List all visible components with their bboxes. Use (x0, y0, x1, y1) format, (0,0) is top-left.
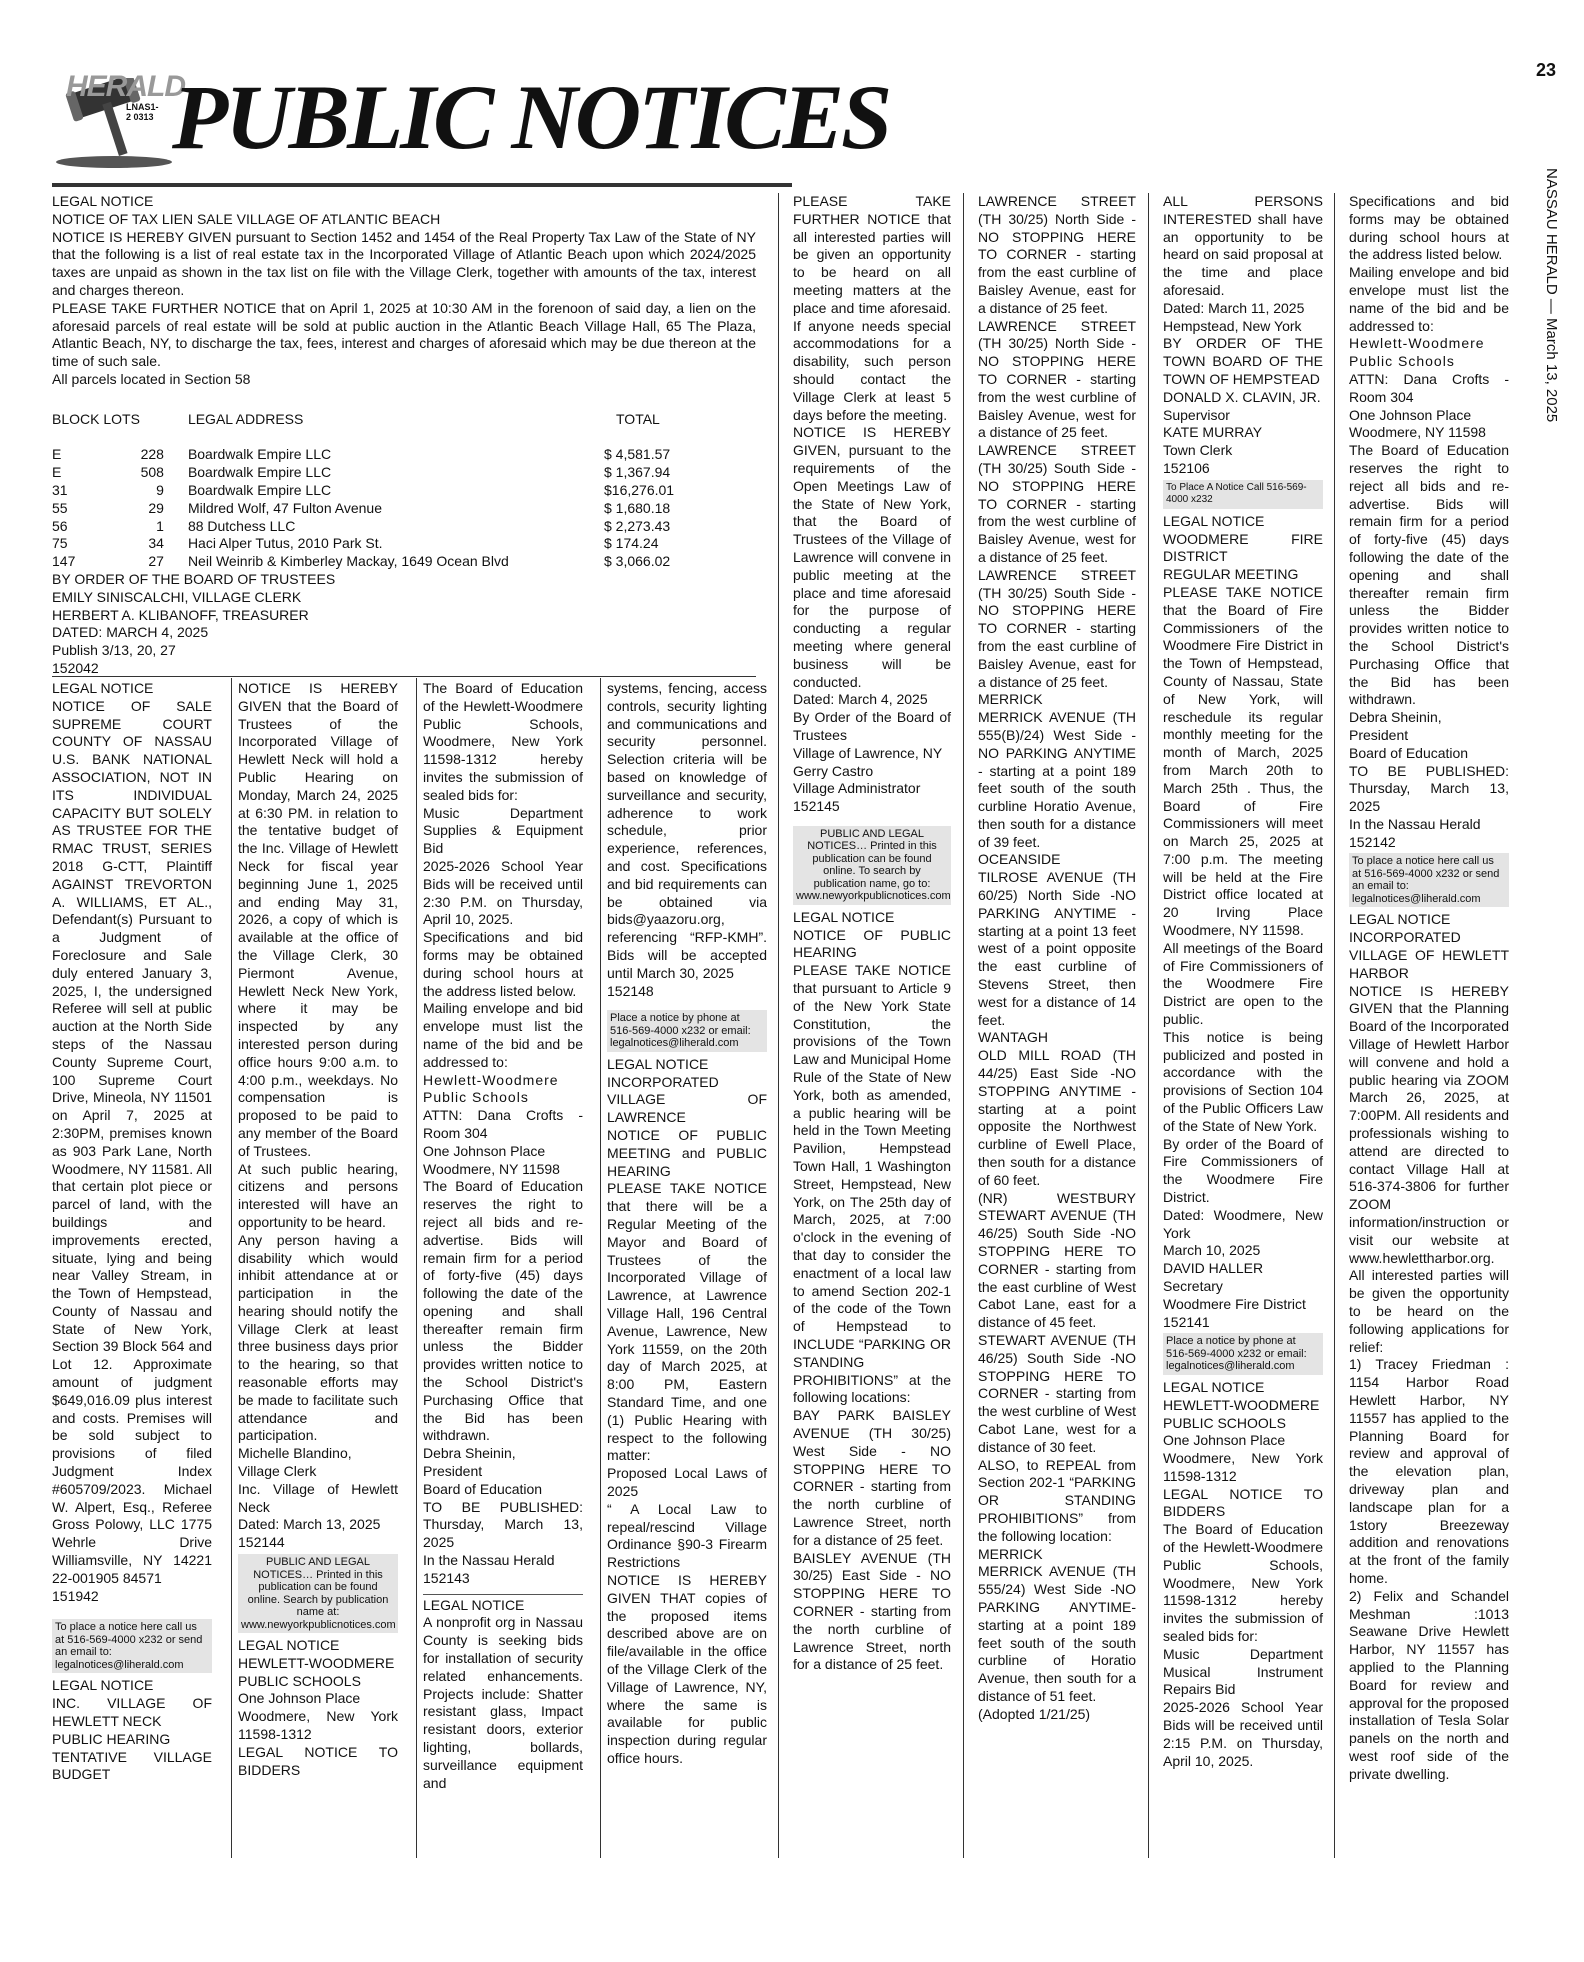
total-cell: $ 1,680.18 (604, 499, 671, 516)
signature-line: In the Nassau Herald (423, 1552, 555, 1569)
tax-lien-notice (52, 193, 756, 678)
notice-id: 152141 (1163, 1313, 1210, 1330)
tax-table (52, 411, 756, 571)
notice-id: 152106 (1163, 459, 1210, 476)
signature-line: Debra Sheinin, (1349, 709, 1442, 726)
notice-id: 152042 (52, 659, 99, 676)
notice-body: NOTICE IS HEREBY GIVEN THAT copies of the proposed items described above are on file/available in the office of the Village Clerk of the Village of Lawrence, NY, where the same is available for public inspection during regular office hours. (607, 1571, 767, 1766)
place-notice-box: To place a notice here call us at 516-569-4000 x232 or send an email to: legalnotices@liherald.com (52, 1619, 212, 1673)
notice-heading: HEWLETT-WOODMERE PUBLIC SCHOOLS (1163, 1396, 1320, 1431)
notice-heading: LEGAL NOTICE (238, 1637, 340, 1654)
lot-cell: 1 (156, 517, 164, 534)
notice-body: Mailing envelope and bid envelope must list the name of the bid and be addressed to: (423, 1000, 583, 1070)
notice-heading: One Johnson Place (238, 1690, 361, 1707)
notice-body: All meetings of the Board of Fire Commissioners of the Woodmere Fire District are open to the public. (1163, 939, 1323, 1028)
notice-heading: Woodmere, New York 11598-1312 (1163, 1450, 1323, 1484)
signature-line: Village Administrator (793, 780, 921, 797)
notice-heading: One Johnson Place (1163, 1432, 1286, 1449)
table-header-row (52, 411, 756, 429)
column-header: LEGAL ADDRESS (187, 410, 304, 427)
notice-footer-line: EMILY SINISCALCHI, VILLAGE CLERK (52, 588, 302, 605)
notice-heading: LEGAL NOTICE (1163, 512, 1265, 529)
notice-heading: INCORPORATED VILLAGE OF LAWRENCE (607, 1073, 767, 1126)
signature-line: Gerry Castro (793, 762, 874, 779)
location-item: (NR) WESTBURY STEWART AVENUE (TH 46/25) South Side -NO STOPPING HERE TO CORNER - starting from the east curbline of West Cabot Lane, east for a distance of 45 feet. (978, 1189, 1136, 1331)
location-item: LAWRENCE STREET (TH 30/25) South Side -NO STOPPING HERE TO CORNER - starting from the east curbline of Baisley Avenue, east for a distance of 25 feet. (978, 566, 1136, 690)
signature-line: President (423, 1463, 483, 1480)
column-divider (600, 678, 601, 1858)
notice-heading: NOTICE OF PUBLIC HEARING (793, 926, 951, 961)
notice-heading: LEGAL NOTICE (52, 193, 154, 209)
side-label: NASSAU HERALD — March 13, 2025 (1543, 168, 1560, 423)
notice-heading: Woodmere, New York 11598-1312 (238, 1708, 398, 1743)
notice-body: Music Department Supplies & Equipment Bid (423, 804, 583, 857)
notice-body: BAISLEY AVENUE (TH 30/25) East Side - NO STOPPING HERE TO CORNER - starting from the north curbline of Lawrence Street, north for a distance of 25 feet. (793, 1549, 951, 1673)
lot-cell: 27 (148, 553, 164, 570)
total-cell: $16,276.01 (604, 481, 675, 498)
location-heading: MERRICK (978, 1545, 1043, 1562)
location-heading: OCEANSIDE (978, 851, 1061, 868)
address-cell: Boardwalk Empire LLC (187, 446, 332, 463)
block-cell: 147 (52, 553, 76, 570)
notice-body: 2) Felix and Schandel Meshman :1013 Seawane Drive Hewlett Harbor, NY 11557 has applied to the Planning Board for review and approval for the proposed installation of Tesla Solar panels on the north and west roof side of the private dwelling. (1349, 1587, 1509, 1782)
notice-body: The Board of Education reserves the right to reject all bids and re-advertise. Bids will remain firm for a period of forty-five (45) days following the date of the opening and shall thereafter remain firm unless the Bidder provides written notice to the School District's Purchasing Office that the Bid has been withdrawn. (1349, 442, 1509, 708)
signature-line: Inc. Village of Hewlett Neck (238, 1480, 398, 1515)
place-notice-box: To Place A Notice Call 516-569-4000 x232 (1163, 480, 1323, 509)
location-item: LAWRENCE STREET (TH 30/25) North Side -NO STOPPING HERE TO CORNER - starting from the east curbline of Baisley Avenue, east for a distance of 25 feet. (978, 193, 1136, 316)
notice-heading: HEWLETT-WOODMERE PUBLIC SCHOOLS (238, 1654, 395, 1689)
place-notice-box: Place a notice by phone at 516-569-4000 x232 or email: legalnotices@liherald.com (1163, 1333, 1323, 1375)
table-row (52, 446, 756, 464)
block-cell: 75 (52, 535, 68, 552)
block-cell: 55 (52, 499, 68, 516)
column-divider (52, 676, 756, 677)
notice-heading: LEGAL NOTICE TO BIDDERS (1163, 1485, 1323, 1520)
address-line: One Johnson Place (423, 1142, 546, 1159)
signature-line: BY ORDER OF THE TOWN BOARD OF THE TOWN OF HEMPSTEAD (1163, 335, 1323, 387)
place-notice-box: Place a notice by phone at 516-569-4000 x232 or email: legalnotices@liherald.com (607, 1010, 767, 1052)
address-cell: Boardwalk Empire LLC (187, 464, 332, 481)
notice-body: By order of the Board of Fire Commissioners of the Woodmere Fire District. (1163, 1135, 1323, 1206)
signature-line: Board of Education (423, 1480, 543, 1497)
notice-subheading: NOTICE OF TAX LIEN SALE VILLAGE OF ATLANTIC BEACH (52, 210, 441, 227)
page-title: PUBLIC NOTICES (172, 66, 890, 168)
signature-line: By Order of the Board of Trustees (793, 709, 951, 743)
notice-paragraph: All parcels located in Section 58 (52, 370, 251, 387)
notice-heading: LEGAL NOTICE (52, 680, 154, 696)
notice-heading: LEGAL NOTICE (607, 1055, 709, 1072)
notice-footer-line: DATED: MARCH 4, 2025 (52, 624, 209, 641)
signature-line: DAVID HALLER (1163, 1260, 1264, 1277)
notice-body: PLEASE TAKE FURTHER NOTICE that all interested parties will be given an opportunity to be heard on all meeting matters at the place and time aforesaid. If anyone needs special accommodations for a disability, such person should contact the Village Clerk at least 5 days before the meeting. (793, 193, 951, 423)
table-row (52, 464, 756, 482)
table-row (52, 535, 756, 553)
notice-body: Proposed Local Laws of 2025 (607, 1465, 767, 1499)
signature-line: President (1349, 726, 1409, 743)
column-8 (1349, 193, 1509, 1784)
notice-body: Specifications and bid forms may be obtained during school hours at the address listed below. (1349, 193, 1509, 263)
signature-line: Hempstead, New York (1163, 317, 1302, 334)
signature-line: Town Clerk (1163, 442, 1233, 459)
herald-logo: HERALD (66, 70, 185, 103)
address-cell: Neil Weinrib & Kimberley Mackay, 1649 Ocean Blvd (187, 553, 509, 570)
location-item: LAWRENCE STREET (TH 30/25) South Side -NO STOPPING HERE TO CORNER - starting from the west curbline of Baisley Avenue, west for a distance of 25 feet. (978, 442, 1136, 565)
notice-heading: TENTATIVE VILLAGE BUDGET (52, 1748, 212, 1783)
notice-body: The Board of Education reserves the right to reject all bids and re-advertise. Bids will remain firm for a period of forty-five (45) days following the date of the opening and shall thereafter remain firm unless the Bidder provides written notice to the School District's Purchasing Office that the Bid has been withdrawn. (423, 1178, 583, 1444)
location-heading: MERRICK (978, 691, 1043, 708)
signature-line: Dated: March 4, 2025 (793, 691, 928, 708)
notice-body: Any person having a disability which would inhibit attendance at or participation in the hearing should notify the Village Clerk at least three business days prior to the hearing, so that reasonable efforts may be made to facilitate such attendance and participation. (238, 1231, 398, 1444)
address-line: One Johnson Place (1349, 406, 1472, 423)
notice-heading: REGULAR MEETING (1163, 566, 1299, 583)
notice-body: NOTICE OF SALE SUPREME COURT COUNTY OF NASSAU U.S. BANK NATIONAL ASSOCIATION, NOT IN ITS INDIVIDUAL CAPACITY BUT SOLELY AS TRUSTEE FOR THE RMAC TRUST, SERIES 2018 G-CTT, Plaintiff AGAINST TREVORTON A. WILLIAMS, ET AL., Defendant(s) Pursuant to a Judgment of Foreclosure and Sale duly entered January 3, 2025, I, the undersigned Referee will sell at public auction at the North Side steps of the Nassau County Supreme Court, 100 Supreme Court Drive, Mineola, NY 11501 on April 7, 2025 at 2:30PM, premises known as 903 Park Lane, North Woodmere, NY 11581. All that certain plot piece or parcel of land, with the buildings and improvements erected, situate, lying and being near Valley Stream, in the Town of Hempstead, County of Nassau and State of New York, Section 39 Block 564 and Lot 12. Approximate amount of judgment $649,016.09 plus interest and costs. Premises will be sold subject to provisions of filed Judgment Index #605709/2023. Michael W. Alpert, Esq., Referee Gross Polowy, LLC 1775 Wehrle Drive Williamsville, NY 14221 22-001905 84571 (52, 697, 212, 1586)
table-row (52, 482, 756, 500)
location-item: OLD MILL ROAD (TH 44/25) East Side -NO STOPPING ANYTIME - starting at a point opposite the Northwest curbline of Ewell Place, then south for a distance of 60 feet. (978, 1047, 1136, 1188)
notice-footer-line: HERBERT A. KLIBANOFF, TREASURER (52, 606, 309, 623)
column-4 (607, 680, 767, 1768)
lot-cell: 9 (156, 481, 164, 498)
lot-cell: 34 (148, 535, 164, 552)
location-heading: WANTAGH (978, 1029, 1048, 1046)
notice-heading: PUBLIC HEARING (52, 1730, 171, 1747)
notice-id: 152142 (1349, 833, 1396, 850)
block-cell: 56 (52, 517, 68, 534)
column-3 (423, 680, 583, 1792)
lot-cell: 29 (148, 499, 164, 516)
notice-heading: INC. VILLAGE OF HEWLETT NECK (52, 1695, 212, 1730)
notice-footer-line: BY ORDER OF THE BOARD OF TRUSTEES (52, 570, 336, 587)
notice-body: The Board of Education of the Hewlett-Woodmere Public Schools, Woodmere, New York 11598-1312 hereby invites the submission of sealed bids for: (1163, 1521, 1323, 1645)
online-notices-box: PUBLIC AND LEGAL NOTICES… Printed in this publication can be found online. To search by publication name, go to: www.newyorkpublicnotices.com (793, 826, 951, 905)
notice-id: 152145 (793, 798, 840, 815)
notice-body: NOTICE IS HEREBY GIVEN, pursuant to the requirements of the Open Meetings Law of the State of New York, that the Board of Trustees of the Village of Lawrence will convene in public meeting at the place and time aforesaid for the purpose of conducting a regular meeting where general business will be conducted. (793, 424, 951, 690)
notice-body: NOTICE IS HEREBY GIVEN that the Board of Trustees of the Incorporated Village of Hewlett Neck will hold a Public Hearing on Monday, March 24, 2025 at 6:30 PM. in relation to the tentative budget of the Inc. Village of Hewlett Neck for fiscal year beginning June 1, 2025 and ending May 31, 2026, a copy of which is available at the office of the Village Clerk, 30 Piermont Avenue, Hewlett Neck New York, where it may be inspected by any interested person during office hours 9:00 a.m. to 4:00 p.m., weekdays. No compensation is proposed to be paid to any member of the Board of Trustees. (238, 680, 398, 1159)
notice-body: PLEASE TAKE NOTICE that there will be a Regular Meeting of the Mayor and Board of Trustees of the Incorporated Village of Lawrence, at Lawrence Village Hall, 196 Central Avenue, Lawrence, New York 11559, on the 20th day of March 2025, at 8:00 PM, Eastern Standard Time, and one (1) Public Hearing with respect to the following matter: (607, 1180, 767, 1464)
signature-line: TO BE PUBLISHED: Thursday, March 13, 2025 (1349, 762, 1509, 815)
address-cell: Mildred Wolf, 47 Fulton Avenue (187, 499, 382, 516)
column-divider (1334, 193, 1335, 1858)
online-notices-box: PUBLIC AND LEGAL NOTICES… Printed in this publication can be found online. Search by publication name at: www.newyorkpublicnotices.com (238, 1554, 398, 1633)
notice-id: 151942 (52, 1587, 99, 1604)
notice-body: ALL PERSONS INTERESTED shall have an opportunity to be heard on said proposal at the time and place aforesaid. (1163, 193, 1323, 298)
table-row (52, 518, 756, 536)
column-divider (778, 193, 779, 1858)
address-line: ATTN: Dana Crofts - Room 304 (1349, 370, 1509, 405)
location-item: STEWART AVENUE (TH 46/25) South Side -NO STOPPING HERE TO CORNER - starting from the west curbline of West Cabot Lane, west for a distance of 30 feet. (978, 1332, 1136, 1455)
notice-body: BAY PARK BAISLEY AVENUE (TH 30/25) West Side - NO STOPPING HERE TO CORNER - starting from the north curbline of Lawrence Street, north for a distance of 25 feet. (793, 1407, 951, 1548)
lnas-code: LNAS1-2 0313 (126, 102, 159, 122)
notice-divider (423, 1594, 583, 1595)
column-2 (238, 680, 398, 1779)
signature-line: In the Nassau Herald (1349, 815, 1481, 832)
signature-line: KATE MURRAY (1163, 424, 1263, 441)
notice-heading: LEGAL NOTICE (793, 908, 895, 925)
signature-line: Dated: March 13, 2025 (238, 1516, 381, 1533)
column-header: LOTS (103, 410, 140, 427)
notice-heading: LEGAL NOTICE (52, 1677, 154, 1694)
masthead-rule (52, 183, 792, 187)
notice-body: 1) Tracey Friedman : 1154 Harbor Road Hewlett Harbor, NY 11557 has applied to the Planning Board for review and approval of the elevation plan, driveway plan and landscape plan for a 1story Breezeway addition and renovations at the front of the family home. (1349, 1356, 1509, 1586)
notice-heading: LEGAL NOTICE (1163, 1378, 1265, 1395)
total-cell: $ 1,367.94 (604, 464, 671, 481)
column-5 (793, 193, 951, 1674)
notice-body: The Board of Education of the Hewlett-Woodmere Public Schools, Woodmere, New York 11598-1312 hereby invites the submission of sealed bids for: (423, 680, 583, 803)
signature-line: Supervisor (1163, 406, 1230, 423)
notice-body: Music Department Musical Instrument Repairs Bid (1163, 1645, 1323, 1698)
block-cell: E (52, 464, 62, 481)
page-number: 23 (1536, 60, 1557, 80)
column-divider (231, 678, 232, 1858)
signature-line: TO BE PUBLISHED: Thursday, March 13, 2025 (423, 1498, 583, 1551)
signature-line: Board of Education (1349, 744, 1469, 761)
address-line: Woodmere, NY 11598 (423, 1160, 560, 1177)
notice-body: NOTICE IS HEREBY GIVEN that the Planning Board of the Incorporated Village of Hewlett Harbor will convene and hold a public hearing via ZOOM March 26, 2025, at 7:00PM. All residents and professionals wishing to attend are directed to contact Village Hall at 516-374-3806 for further ZOOM information/instruction or visit our website at www.hewlettharbor.org. All interested parties will be given the opportunity to be heard on the following applications for relief: (1349, 982, 1509, 1355)
notice-heading: LEGAL NOTICE (423, 1596, 525, 1613)
address-cell: Boardwalk Empire LLC (187, 481, 332, 498)
address-line: Hewlett-Woodmere Public Schools (1349, 335, 1485, 370)
address-cell: Haci Alper Tutus, 2010 Park St. (187, 535, 383, 552)
notice-heading: NOTICE OF PUBLIC MEETING and PUBLIC HEARING (607, 1127, 767, 1179)
notice-heading: WOODMERE FIRE DISTRICT (1163, 530, 1323, 565)
location-item: LAWRENCE STREET (TH 30/25) North Side -NO STOPPING HERE TO CORNER - starting from the west curbline of Baisley Avenue, west for a distance of 25 feet. (978, 317, 1136, 441)
notice-body: PLEASE TAKE NOTICE that the Board of Fire Commissioners of the Woodmere Fire District in the Town of Hempstead, County of Nassau, State of New York, will reschedule its regular monthly meeting for the month of March, 2025 from March 20th to March 25th . Thus, the Board of Fire Commissioners will meet on March 25, 2025 at 7:00 p.m. The meeting will be held at the Fire District office located at 20 Irving Place Woodmere, NY 11598. (1163, 583, 1323, 939)
signature-line: Village of Lawrence, NY (793, 744, 943, 761)
address-line: Hewlett-Woodmere Public Schools (423, 1071, 559, 1106)
notice-body: systems, fencing, access controls, security lighting and communications and security personnel. Selection criteria will be based on knowledge of surveillance and security, adherence to work schedule, prior experience, references, and cost. Specifications and bid requirements can be obtained via bids@yaazoru.org, referencing “RFP-KMH”. Bids will be accepted until March 30, 2025 (607, 680, 767, 981)
notice-heading: LEGAL NOTICE TO BIDDERS (238, 1743, 398, 1778)
notice-body: Specifications and bid forms may be obtained during school hours at the address listed below. (423, 929, 583, 999)
location-item: MERRICK AVENUE (TH 555(B)/24) West Side - NO PARKING ANYTIME - starting at a point 189 feet south of the south curbline Horatio Avenue, then south for a distance of 39 feet. (978, 709, 1136, 850)
notice-footer-line: Publish 3/13, 20, 27 (52, 642, 176, 659)
address-cell: 88 Dutchess LLC (187, 517, 296, 534)
notice-paragraph: NOTICE IS HEREBY GIVEN pursuant to Section 1452 and 1454 of the Real Property Tax Law of the State of NY that the following is a list of real estate tax in the Incorporated Village of Atlantic Beach upon which 2024/2025 taxes are unpaid as shown in the tax list on file with the Village Clerk, together with amounts of the tax, interest and charges thereon. (52, 228, 756, 298)
lot-cell: 508 (140, 464, 164, 481)
notice-body: 2025-2026 School Year Bids will be received until 2:15 P.M. on Thursday, April 10, 2025. (1163, 1699, 1323, 1769)
location-item: ALSO, to REPEAL from Section 202-1 “PARKING OR STANDING PROHIBITIONS” from the following location: (978, 1456, 1136, 1544)
notice-id: 152148 (607, 982, 654, 999)
signature-line: Michelle Blandino, (238, 1445, 352, 1462)
lot-cell: 228 (140, 446, 164, 463)
signature-line: Dated: Woodmere, New York (1163, 1206, 1323, 1241)
block-cell: E (52, 446, 62, 463)
notice-id: 152144 (238, 1534, 285, 1551)
signature-line: Debra Sheinin, (423, 1445, 516, 1462)
signature-line: Woodmere Fire District (1163, 1295, 1306, 1312)
notice-body: PLEASE TAKE NOTICE that pursuant to Article 9 of the New York State Constitution, the provisions of the Town Law and Municipal Home Rule of the State of New York, both as amended, a public hearing will be held in the Town Meeting Pavilion, Hempstead Town Hall, 1 Washington Street, Hempstead, New York, on The 25th day of March, 2025, at 7:00 o'clock in the evening of that day to consider the enactment of a local law to amend Section 202-1 of the code of the Town of Hempstead to INCLUDE “PARKING OR STANDING PROHIBITIONS” at the following locations: (793, 962, 951, 1406)
column-header: BLOCK (52, 410, 100, 427)
masthead (52, 58, 890, 183)
column-divider (1148, 193, 1149, 1858)
block-cell: 31 (52, 481, 68, 498)
address-line: Woodmere, NY 11598 (1349, 424, 1486, 441)
signature-line: March 10, 2025 (1163, 1242, 1261, 1259)
notice-heading: INCORPORATED VILLAGE OF HEWLETT HARBOR (1349, 929, 1509, 981)
column-divider (416, 678, 417, 1858)
place-notice-box: To place a notice here call us at 516-569-4000 x232 or send an email to: legalnotices@liherald.com (1349, 853, 1509, 907)
notice-body: This notice is being publicized and posted in accordance with the provisions of Section 104 of the Public Officers Law of the State of New York. (1163, 1028, 1323, 1134)
notice-body: At such public hearing, citizens and persons interested will have an opportunity to be heard. (238, 1160, 398, 1230)
column-1 (52, 680, 212, 1784)
total-cell: $ 2,273.43 (604, 517, 671, 534)
total-cell: $ 174.24 (604, 535, 659, 552)
notice-paragraph: PLEASE TAKE FURTHER NOTICE that on April 1, 2025 at 10:30 AM in the forenoon of said day, a lien on the aforesaid parcels of real estate will be sold at public auction in the Atlantic Beach Village Hall, 65 The Plaza, Atlantic Beach, NY, to discharge the tax, fees, interest and charges of aforesaid which may be due thereon at the time of such sale. (52, 299, 756, 370)
table-row (52, 500, 756, 518)
location-item: TILROSE AVENUE (TH 60/25) North Side -NO PARKING ANYTIME - starting at a point 13 feet west of a point opposite the east curbline of Stevens Street, then west for a distance of 14 feet. (978, 869, 1136, 1028)
notice-body: 2025-2026 School Year Bids will be received until 2:30 P.M. on Thursday, April 10, 2025. (423, 857, 583, 928)
signature-line: Village Clerk (238, 1463, 317, 1480)
column-6 (978, 193, 1136, 1724)
notice-body: A nonprofit org in Nassau County is seeking bids for installation of security related enhancements. Projects include: Shatter resistant glass, Impact resistant doors, exterior lighting, bollards, surveillance equipment and (423, 1614, 583, 1791)
signature-line: DONALD X. CLAVIN, JR. (1163, 388, 1321, 405)
column-7 (1163, 193, 1323, 1770)
notice-body: Mailing envelope and bid envelope must list the name of the bid and be addressed to: (1349, 264, 1509, 334)
total-cell: $ 3,066.02 (604, 553, 671, 570)
column-header: TOTAL (616, 410, 660, 427)
total-cell: $ 4,581.57 (604, 446, 671, 463)
signature-line: Secretary (1163, 1278, 1223, 1295)
notice-body: “ A Local Law to repeal/rescind Village Ordinance §90-3 Firearm Restrictions (607, 1500, 767, 1571)
column-divider (963, 193, 964, 1858)
address-line: ATTN: Dana Crofts - Room 304 (423, 1107, 583, 1141)
notice-id: 152143 (423, 1569, 470, 1586)
table-row (52, 553, 756, 571)
adopted-line: (Adopted 1/21/25) (978, 1705, 1091, 1722)
signature-line: Dated: March 11, 2025 (1163, 299, 1305, 316)
notice-heading: LEGAL NOTICE (1349, 911, 1451, 928)
location-item: MERRICK AVENUE (TH 555/24) West Side -NO PARKING ANYTIME- starting at a point 189 feet south of the south curbline of Horatio Avenue, then south for a distance of 51 feet. (978, 1563, 1136, 1704)
